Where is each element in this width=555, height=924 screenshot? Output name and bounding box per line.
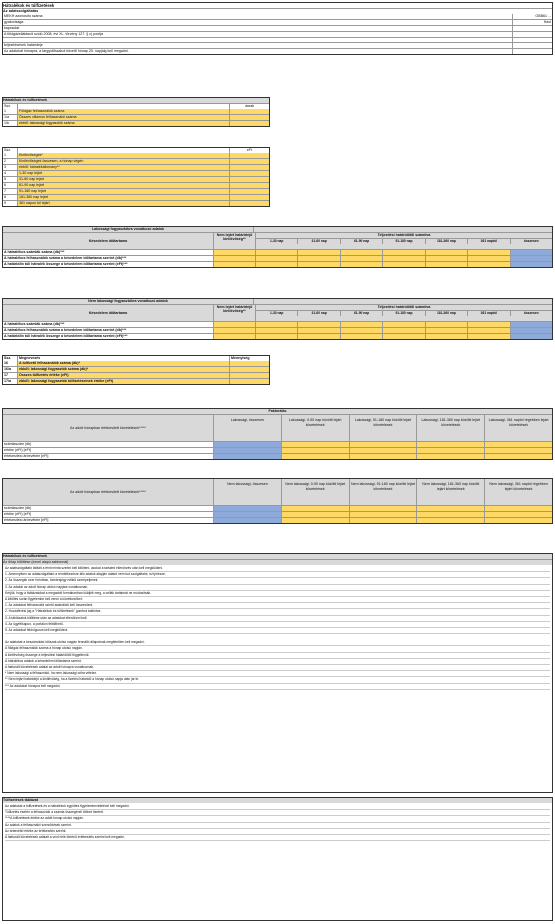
value-cell: [382, 334, 424, 339]
row-number: 7: [4, 189, 6, 193]
col-header: 91-180 nap: [382, 311, 424, 316]
note-paragraph: 1. Az adatokat felhasználói szintű adatokból kell összesíteni.: [5, 603, 550, 609]
row-label: értéke (eFt) [eFt]: [4, 448, 31, 452]
col-header: 31-60 nap: [297, 311, 339, 316]
value-cell: [382, 322, 424, 327]
row-label: Földgáz felhasználók száma: [17, 109, 229, 114]
tf-title: Túlfizetések táblázat: [3, 798, 552, 803]
value-cell: [255, 250, 297, 255]
value-cell: [382, 250, 424, 255]
value-cell: [281, 512, 349, 517]
value-cell: [467, 322, 509, 327]
value-cell: [484, 518, 552, 523]
value-cell: [213, 448, 281, 453]
value-cell: [340, 256, 382, 261]
col-header: Lakossági, 361 naptól régebben lejárt követelések: [484, 415, 552, 441]
col-header: 91-180 nap: [382, 239, 424, 244]
table-row: [3, 255, 552, 261]
value-cell: [297, 262, 339, 267]
top-row-value: [512, 38, 552, 42]
value-cell: [297, 256, 339, 261]
table-row: [3, 158, 269, 164]
value-cell: [213, 328, 255, 333]
top-row-label: gyakorisága: [4, 20, 24, 24]
row-label: értékesítési árbevétele [eFt]: [4, 454, 49, 458]
table-row: [3, 517, 552, 523]
top-row-value: Havi: [512, 20, 552, 25]
value-cell: [229, 121, 269, 126]
row-number: 2: [4, 159, 6, 163]
group-title: Nem lakossági fogyasztókra vonatkozó adatok: [88, 299, 168, 303]
top-row: [3, 42, 552, 48]
col-header: 1-30 nap: [256, 311, 297, 316]
col-header: 181-360 nap: [425, 311, 467, 316]
top-row-label: teljesítésének határideje: [4, 43, 43, 47]
t5-col-qty: Mennyiség: [229, 356, 269, 361]
row-label: 181-360 nap lejárt: [17, 195, 229, 200]
col-header: Nem lakossági, 91-180 nap közötti lejárt követelések: [349, 479, 417, 505]
value-cell: [297, 250, 339, 255]
table-users: [2, 97, 270, 127]
value-cell: [229, 189, 269, 194]
value-cell: [467, 262, 509, 267]
value-cell: [467, 334, 509, 339]
note-paragraph: A földgáz felhasználók száma a hónap utolsó napján.: [5, 646, 550, 652]
note-paragraph: Az árbevétel értéke az értékesítés szerint.: [5, 829, 550, 835]
row-label: ebből: lakossági fogyasztók száma (db)*: [17, 367, 229, 372]
delay-header: Késedelem időtartama: [88, 239, 128, 243]
note-paragraph: Túlfizetés esetén a felhasználó a számla összegénél többet fizetett.: [5, 810, 550, 816]
row-label: ebből: hátralékállomány**: [17, 165, 229, 170]
value-cell: [425, 256, 467, 261]
table-row: [3, 327, 552, 333]
value-cell: [349, 518, 417, 523]
value-cell: [425, 262, 467, 267]
overpay-notes-block: [2, 797, 553, 921]
col-header: Lakossági, 0-90 nap közötti lejárt követelések: [281, 415, 349, 441]
value-cell: [416, 448, 484, 453]
col-header: Lakossági, 181-360 nap közötti lejárt követelések: [416, 415, 484, 441]
row-label: 31-60 nap lejárt: [17, 177, 229, 182]
table-row: [3, 372, 269, 378]
row-number: 17/a: [4, 379, 11, 383]
table-row: [3, 511, 552, 517]
row-label: A hátralékos felhasználók száma a késedelem időtartama szerint (db)***: [4, 328, 127, 332]
paid-header: Teljesítési határidőtől számítva: [256, 305, 552, 311]
row-number: 16: [4, 361, 8, 365]
table-row: [3, 120, 269, 126]
row-number: 6: [4, 183, 6, 187]
header-row: [3, 479, 552, 505]
top-row: [3, 48, 552, 54]
col-header: 1-30 nap: [256, 239, 297, 244]
top-row-value: GBB61 ...: [512, 14, 552, 19]
row-label: Kintlévőségek összesen, a hónap végén: [17, 159, 229, 164]
value-cell: [255, 322, 297, 327]
header-row: [3, 232, 552, 249]
value-cell: [281, 442, 349, 447]
col-header: Nem lakossági, összesen: [213, 479, 281, 505]
row-label: A határidőn túli hátralék összege a késedelem időtartama szerint (eFt)***: [4, 262, 128, 266]
value-cell: [416, 506, 484, 511]
note-paragraph: Kérjük, hogy a táblázatokat a megadott formátumban küldjék meg, a cellák tartalmát ne módosítsák.: [5, 591, 550, 597]
top-row-label: A földgázellátásról szóló 2008. évi XL. törvény 127. § c) pontja: [4, 32, 104, 36]
value-cell: [297, 334, 339, 339]
row-number: 16/a: [4, 367, 11, 371]
top-row-value: [512, 32, 552, 37]
value-cell: [425, 322, 467, 327]
note-paragraph: A faktorált követelések adatait a vevő felé történő értékesítés szerint kell megadni.: [5, 835, 550, 841]
factoring-title: [3, 409, 552, 414]
row-label: ebből: lakossági fogyasztók száma: [17, 121, 229, 126]
row-number: 17: [4, 373, 8, 377]
row-number: 1: [4, 109, 6, 113]
top-block: [2, 2, 553, 55]
factoring-header: Az adott hónapban értékesített követelések*****: [3, 479, 213, 505]
row-number: 1: [4, 153, 6, 157]
delay-header: Késedelem időtartama: [88, 311, 128, 315]
value-cell: [229, 115, 269, 120]
top-row-label: kapcsolat: [4, 26, 20, 30]
value-cell: [340, 250, 382, 255]
table-row: [3, 441, 552, 447]
col-header: Lakossági, összesen: [213, 415, 281, 441]
row-label: 61-90 nap lejárt: [17, 183, 229, 188]
value-cell: [213, 262, 255, 267]
row-label: Kintlévőségek*: [17, 153, 229, 158]
value-cell: [484, 512, 552, 517]
row-label: 1-30 nap lejárt: [17, 171, 229, 176]
col-header: összesen: [510, 239, 552, 244]
value-cell: [213, 518, 281, 523]
top-row-value: [512, 43, 552, 48]
note-paragraph: * Nem lakossági a felhasználó, ha nem lakossági célra vételez.: [5, 671, 550, 677]
table-row: [3, 182, 269, 188]
col-header: 361 naptól: [467, 311, 509, 316]
value-cell: [510, 328, 552, 333]
value-cell: [297, 322, 339, 327]
value-cell: [213, 322, 255, 327]
t2-col-ssz: Ssz.: [4, 148, 11, 152]
value-cell: [510, 256, 552, 261]
value-cell: [416, 454, 484, 459]
row-label: számlaszám (db): [4, 506, 32, 510]
col-header: Nem lakossági, 181-360 nap közötti lejárt követelések: [416, 479, 484, 505]
col-header: 361 naptól: [467, 239, 509, 244]
factoring-title-text: Faktorálás: [268, 409, 287, 413]
value-cell: [416, 442, 484, 447]
row-label: értéke (eFt) [eFt]: [4, 512, 31, 516]
row-number: 4: [4, 171, 6, 175]
table-outstanding: [2, 147, 270, 207]
value-cell: [229, 195, 269, 200]
header-row: [3, 414, 552, 441]
value-cell: [255, 262, 297, 267]
table-residential-arrears: [2, 226, 553, 268]
table-row: [3, 109, 269, 114]
row-number: 1/b: [4, 121, 9, 125]
note-paragraph: 3. A táblázatok kitöltése után az adatokat ellenőrizni kell.: [5, 616, 550, 622]
value-cell: [510, 334, 552, 339]
value-cell: [213, 250, 255, 255]
t1-title: Hátralékok és túlfizetések: [3, 98, 269, 103]
value-cell: [281, 454, 349, 459]
value-cell: [467, 328, 509, 333]
top-row: [3, 31, 552, 37]
value-cell: [229, 379, 269, 384]
top-row-value: [512, 26, 552, 31]
blank: [253, 299, 552, 304]
note-paragraph: *** Az adatokat hónapra kell megadni.: [5, 684, 550, 690]
value-cell: [425, 250, 467, 255]
table-factoring-residential: [2, 408, 553, 460]
t2-col-unit: eFt: [229, 148, 269, 153]
t5-col-name: Megnevezés: [17, 356, 229, 361]
table-row: [3, 453, 552, 459]
table-row: [3, 249, 552, 255]
row-number: 3: [4, 165, 6, 169]
col-header: Nem lakossági, 0-90 nap közötti lejárt követelések: [281, 479, 349, 505]
value-cell: [255, 256, 297, 261]
value-cell: [349, 506, 417, 511]
col-header: 61-90 nap: [340, 311, 382, 316]
top-row: [3, 37, 552, 42]
top-row-value: [512, 49, 552, 54]
value-cell: [349, 454, 417, 459]
note-paragraph: A hátralékos adatok a késedelem időtartama szerint.: [5, 659, 550, 665]
value-cell: [229, 159, 269, 164]
value-cell: [340, 322, 382, 327]
table-row: [3, 114, 269, 120]
row-label: A határidőn túli hátralék összege a késedelem időtartama szerint (eFt)***: [4, 334, 128, 338]
value-cell: [229, 165, 269, 170]
value-cell: [484, 448, 552, 453]
table-row: [3, 188, 269, 194]
value-cell: [349, 442, 417, 447]
row-label: Összes villamos felhasználói száma: [17, 115, 229, 120]
value-cell: [229, 373, 269, 378]
t1-col-ssz: Ssz.: [4, 104, 11, 108]
value-cell: [229, 177, 269, 182]
top-row-label: Az adatokat hónapra, a tárgyidőszakot követő hónap 25. napjáig kell megadni.: [4, 49, 129, 53]
value-cell: [425, 334, 467, 339]
value-cell: [213, 256, 255, 261]
value-cell: [349, 448, 417, 453]
table-factoring-nonresidential: [2, 478, 553, 524]
value-cell: [425, 328, 467, 333]
row-number: 1/a: [4, 115, 9, 119]
not-due-header: Nem lejárt határidejű kintlévőség**: [213, 233, 255, 249]
value-cell: [510, 250, 552, 255]
col-header: Nem lakossági, 361 naptól régebben lejárt követelések: [484, 479, 552, 505]
value-cell: [229, 201, 269, 206]
value-cell: [416, 512, 484, 517]
table-row: [3, 176, 269, 182]
row-number: 5: [4, 177, 6, 181]
note-paragraph: A kintlévőség összege a teljesítési határidőtől függetlenül.: [5, 653, 550, 659]
value-cell: [281, 518, 349, 523]
row-label: értékesítési árbevétele [eFt]: [4, 518, 49, 522]
top-row-label: [3, 38, 512, 42]
value-cell: [382, 328, 424, 333]
col-header: 181-360 nap: [425, 239, 467, 244]
table-row: [3, 505, 552, 511]
factoring-header: Az adott hónapban értékesített követelések*****: [3, 415, 213, 441]
table-row: [3, 447, 552, 453]
value-cell: [510, 322, 552, 327]
value-cell: [382, 256, 424, 261]
top-row: [3, 14, 552, 19]
note-paragraph: 2. Hozzáférési jog a "Hátralékok és túlfizetések" gombra kattintva.: [5, 609, 550, 615]
blank: [253, 227, 552, 232]
note-paragraph: Az adatokat a túlfizetések és a hátralékok együttes figyelembevételével kell megadni.: [5, 804, 550, 810]
note-paragraph: 3. Az adatok az adott hónap utolsó napjára vonatkoznak.: [5, 585, 550, 591]
col-header: 31-60 nap: [297, 239, 339, 244]
table-row: [3, 333, 552, 339]
table-overpayment: [2, 355, 270, 385]
value-cell: [229, 153, 269, 158]
table-row: [3, 170, 269, 176]
value-cell: [229, 367, 269, 372]
value-cell: [510, 262, 552, 267]
notes-subtitle: Az űrlap kitöltése (excel alapú sablonnal): [3, 559, 552, 565]
value-cell: [297, 328, 339, 333]
value-cell: [213, 454, 281, 459]
header-row: [3, 304, 552, 321]
value-cell: [484, 454, 552, 459]
value-cell: [340, 328, 382, 333]
notes-title: Hátralékok és túlfizetések: [3, 554, 552, 559]
table-row: [3, 366, 269, 372]
value-cell: [484, 442, 552, 447]
t5-col-ssz: Ssz.: [4, 356, 12, 360]
notes-block: [2, 553, 553, 793]
value-cell: [467, 256, 509, 261]
value-cell: [213, 334, 255, 339]
t1-col-unit: darab: [229, 104, 269, 109]
row-label: A hátralékos számlák száma (db)***: [4, 322, 65, 326]
row-label: Összes túlfizetés értéke (eFt): [17, 373, 229, 378]
value-cell: [213, 506, 281, 511]
row-label: A hátralékos felhasználók száma a késedelem időtartama szerint (db)***: [4, 256, 127, 260]
note-paragraph: 5. Az adatokat feldolgozva kell megküldeni.: [5, 628, 550, 634]
value-cell: [255, 328, 297, 333]
top-subtitle: Az adatszolgáltatás: [3, 8, 552, 14]
value-cell: [382, 262, 424, 267]
col-header: Lakossági, 91-180 nap közötti lejárt követelések: [349, 415, 417, 441]
value-cell: [281, 448, 349, 453]
note-paragraph: Az adatszolgáltató tábláit a fenti minta szerint kell kitölteni, azokat a tartalmi ellenőrzés után kell megküldeni.: [5, 566, 550, 572]
value-cell: [229, 171, 269, 176]
value-cell: [229, 109, 269, 114]
group-title: Lakossági fogyasztókra vonatkozó adatok: [91, 227, 165, 231]
table-row: [3, 200, 269, 206]
table-row: [3, 153, 269, 158]
row-label: 361 napon túl lejárt: [17, 201, 229, 206]
value-cell: [213, 442, 281, 447]
value-cell: [340, 262, 382, 267]
note-paragraph: ****A túlfizetések értéke az adott hónap utolsó napján.: [5, 816, 550, 822]
table-row: [3, 361, 269, 366]
value-cell: [255, 334, 297, 339]
row-label: 91-180 nap lejárt: [17, 189, 229, 194]
value-cell: [229, 183, 269, 188]
row-number: 8: [4, 195, 6, 199]
not-due-header: Nem lejárt határidejű kintlévőség**: [213, 305, 255, 321]
note-paragraph: 2. Az összegek ezer forintban, tizedesjegy nélkül szerepeljenek.: [5, 578, 550, 584]
table-row: [3, 261, 552, 267]
value-cell: [340, 334, 382, 339]
note-paragraph: Az adatokat a beszámolási időszak utolsó napján fennálló állapotnak megfelelően kell megadni.: [5, 640, 550, 646]
table-row: [3, 321, 552, 327]
table-row: [3, 194, 269, 200]
top-row: [3, 25, 552, 31]
value-cell: [416, 518, 484, 523]
note-paragraph: A faktorált követelések adatai az adott hónapra vonatkoznak.: [5, 665, 550, 671]
table-row: [3, 164, 269, 170]
value-cell: [213, 512, 281, 517]
col-header: 61-90 nap: [340, 239, 382, 244]
col-header: összesen: [510, 311, 552, 316]
note-paragraph: A kitöltés során figyelembe kell venni a következőket:: [5, 597, 550, 603]
top-row: [3, 19, 552, 25]
row-label: A hátralékos számlák száma (db)***: [4, 250, 65, 254]
note-paragraph: Az adatok a felhasználói szerződések szerint.: [5, 823, 550, 829]
row-label: számlaszám (db): [4, 442, 32, 446]
value-cell: [467, 250, 509, 255]
value-cell: [281, 506, 349, 511]
value-cell: [484, 506, 552, 511]
note-paragraph: 1. Amennyiben az adatszolgáltató a rendelkezésre álló adatok alapján adatot nem tud szolgáltatni, ezt jelezze.: [5, 572, 550, 578]
top-row-label: MEKH azonosító száma: [4, 14, 43, 18]
top-title: Hátralékok és túlfizetések: [3, 3, 55, 8]
paid-header: Teljesítési határidőtől számítva: [256, 233, 552, 239]
table-row: [3, 378, 269, 384]
row-number: 9: [4, 201, 6, 205]
note-paragraph: ** Nem lejárt határidejű a kintlévőség, ha a fizetési határidő a hónap utolsó napja után jár le.: [5, 677, 550, 683]
row-label: A túlfizető felhasználók száma (db)*: [17, 361, 229, 366]
table-nonresidential-arrears: [2, 298, 553, 340]
value-cell: [229, 361, 269, 366]
row-label: ebből: lakossági fogyasztók túlfizetéseinek értéke (eFt): [17, 379, 229, 384]
value-cell: [349, 512, 417, 517]
note-paragraph: 4. Az ügyfélkapun, a portálon feltölthető.: [5, 622, 550, 628]
